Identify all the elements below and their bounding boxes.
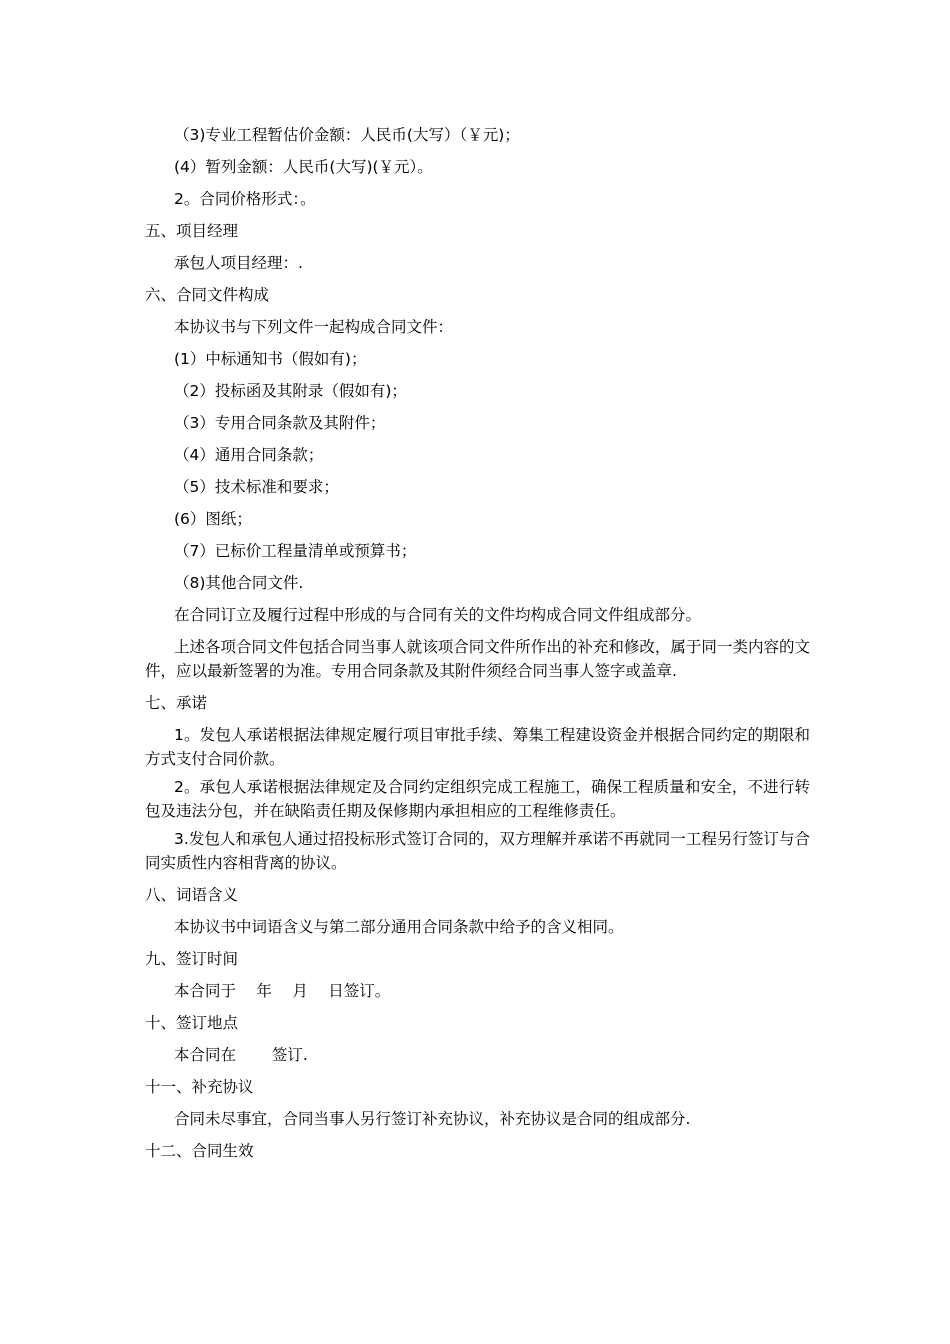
document-list-item: （5）技术标准和要求； [174, 478, 339, 496]
section-heading-contract-documents: 六、合同文件构成 [145, 286, 270, 304]
section-heading-contract-effect: 十二、合同生效 [145, 1142, 254, 1160]
document-list-item: （2）投标函及其附录（假如有)； [174, 382, 407, 400]
document-list-item: （3）专用合同条款及其附件； [174, 414, 386, 432]
section-heading-signing-time: 九、签订时间 [145, 950, 239, 968]
commitment-contractor-paragraph: 2。承包人承诺根据法律规定及合同约定组织完成工程施工，确保工程质量和安全，不进行转包及违法分包，并在缺陷责任期及保修期内承担相应的工程维修责任。 [145, 778, 810, 820]
document-list-item: (1）中标通知书（假如有)； [174, 350, 367, 368]
signing-place-line: 本合同在 签订. [174, 1046, 308, 1064]
document-list-item: （7）已标价工程量清单或预算书； [174, 542, 417, 560]
document-body [145, 119, 810, 1167]
section-heading-project-manager: 五、项目经理 [145, 222, 239, 240]
item-contract-price-form: 2。合同价格形式：。 [174, 190, 316, 208]
section-heading-terms: 八、词语含义 [145, 886, 239, 904]
document-list-item: （4）通用合同条款； [174, 446, 324, 464]
document-list-item: （8)其他合同文件. [174, 574, 304, 592]
section-heading-supplementary-agreement: 十一、补充协议 [145, 1078, 254, 1096]
supplementary-agreement-line: 合同未尽事宜，合同当事人另行签订补充协议，补充协议是合同的组成部分. [174, 1110, 691, 1128]
terms-meaning-line: 本协议书中词语含义与第二部分通用合同条款中给予的含义相同。 [174, 918, 624, 936]
item-provisional-professional-sum: （3)专业工程暂估价金额：人民币(大写）（￥元)； [174, 126, 520, 144]
contract-documents-intro: 本协议书与下列文件一起构成合同文件： [174, 318, 454, 336]
section-heading-commitment: 七、承诺 [145, 694, 208, 712]
contract-documents-composition: 在合同订立及履行过程中形成的与合同有关的文件均构成合同文件组成部分。 [174, 606, 702, 624]
document-list-item: (6）图纸； [174, 510, 252, 528]
document-precedence-paragraph: 上述各项合同文件包括合同当事人就该项合同文件所作出的补充和修改，属于同一类内容的文件，应以最新签署的为准。专用合同条款及其附件须经合同当事人签字或盖章. [145, 638, 810, 680]
commitment-employer-paragraph: 1。发包人承诺根据法律规定履行项目审批手续、筹集工程建设资金并根据合同约定的期限和方式支付合同价款。 [145, 726, 810, 768]
contractor-project-manager-line: 承包人项目经理：. [174, 254, 303, 272]
commitment-bidding-paragraph: 3.发包人和承包人通过招投标形式签订合同的，双方理解并承诺不再就同一工程另行签订与合同实质性内容相背离的协议。 [145, 830, 810, 872]
section-heading-signing-place: 十、签订地点 [145, 1014, 239, 1032]
signing-time-line: 本合同于 年 月 日签订。 [174, 982, 391, 1000]
item-provisional-sum: (4）暂列金额：人民币(大写)(￥元）。 [174, 158, 433, 176]
